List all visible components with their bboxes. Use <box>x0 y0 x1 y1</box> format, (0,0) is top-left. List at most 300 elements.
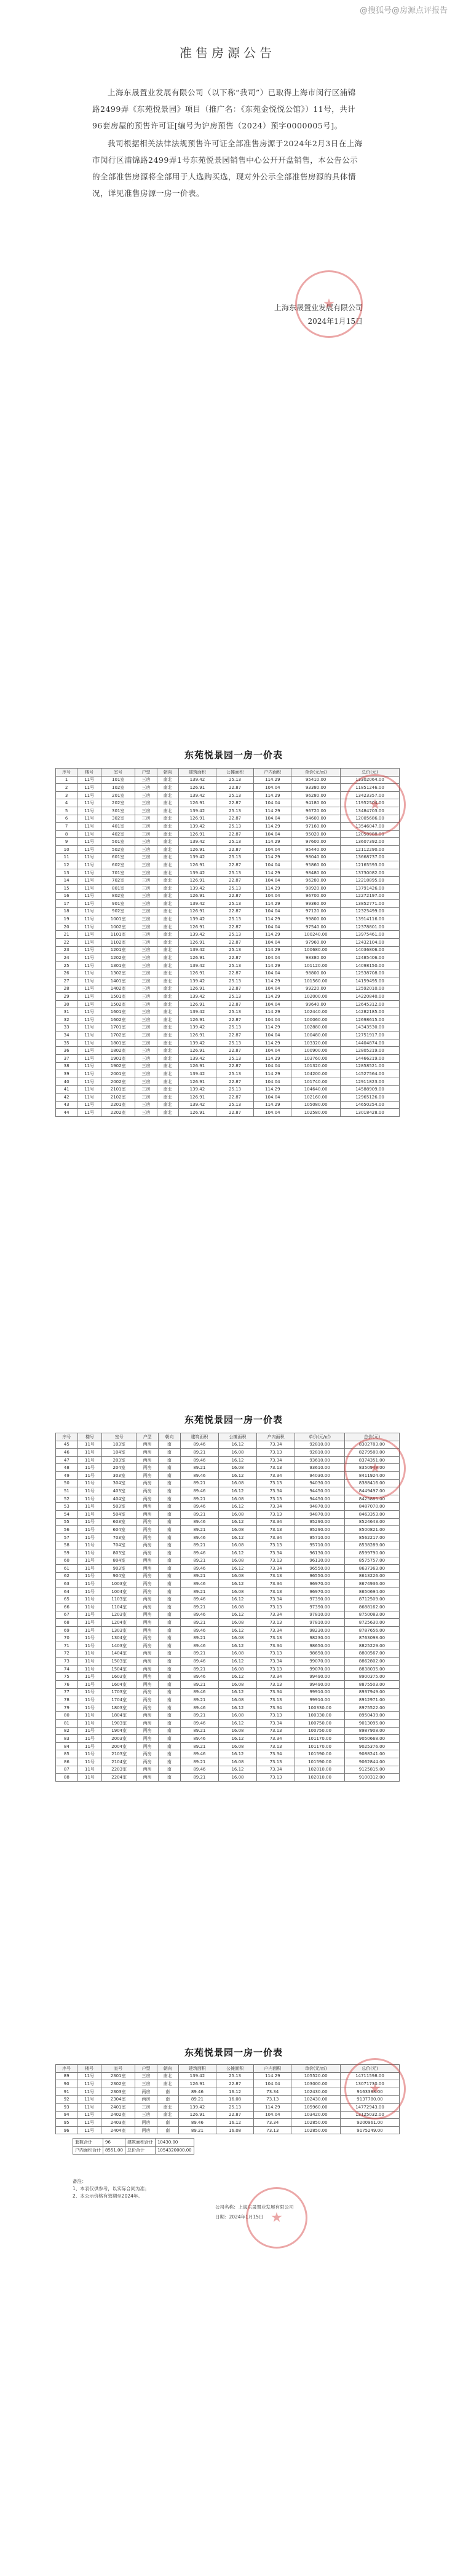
table-cell: 22.87 <box>216 1032 254 1039</box>
table-cell: 13668737.00 <box>340 853 399 861</box>
table-cell: 两房 <box>136 1510 159 1518</box>
table-cell: 99490.00 <box>295 1673 345 1681</box>
table-cell: 三房 <box>135 791 157 799</box>
table-cell: 102440.00 <box>291 1008 340 1016</box>
table-cell: 89.21 <box>180 1557 218 1565</box>
table-cell: 1704室 <box>102 1696 136 1704</box>
totals-cell: 96 <box>103 2139 125 2147</box>
table-cell: 13125032.00 <box>340 2111 399 2119</box>
table-cell: 139.42 <box>178 1008 216 1016</box>
table-cell: 22.87 <box>216 1109 254 1117</box>
table-cell: 南北 <box>157 915 178 923</box>
table-cell: 1001室 <box>101 915 135 923</box>
table-cell: 南 <box>159 1510 181 1518</box>
table-cell: 14 <box>56 877 77 885</box>
table-cell: 89.46 <box>180 1471 218 1479</box>
table-cell: 12218895.00 <box>340 877 399 885</box>
column-header: 室号 <box>101 2065 135 2073</box>
table-cell: 78 <box>56 1696 78 1704</box>
table-cell: 11号 <box>77 931 101 939</box>
table-cell: 139.42 <box>178 2103 216 2111</box>
table-cell: 11号 <box>77 2096 101 2104</box>
table-cell: 12325499.00 <box>340 907 399 915</box>
table-cell: 三房 <box>135 923 157 931</box>
table-cell: 301室 <box>101 807 135 815</box>
table-cell: 89.21 <box>180 1587 218 1595</box>
table-cell: 三房 <box>135 1016 157 1024</box>
table-cell: 39 <box>56 1070 77 1078</box>
table-cell: 1602室 <box>101 1016 135 1024</box>
table-cell: 南 <box>159 1471 181 1479</box>
table-cell: 49 <box>56 1471 78 1479</box>
table-cell: 98230.00 <box>295 1634 345 1642</box>
table-cell: 89.46 <box>180 1735 218 1743</box>
table-cell: 139.42 <box>178 1039 216 1047</box>
table-cell: 22.87 <box>216 2111 254 2119</box>
table-cell: 102580.00 <box>291 1109 340 1117</box>
table-cell: 9050668.00 <box>344 1735 399 1743</box>
table-cell: 1402室 <box>101 985 135 993</box>
table-cell: 126.91 <box>178 1109 216 1117</box>
table-cell: 1803室 <box>102 1704 136 1712</box>
table-cell: 96700.00 <box>291 892 340 900</box>
table-cell: 404室 <box>102 1495 136 1503</box>
table-cell: 南 <box>159 1464 181 1472</box>
table-cell: 139.42 <box>178 776 216 784</box>
table-cell: 114.29 <box>254 1008 291 1016</box>
table-cell: 2103室 <box>102 1750 136 1758</box>
table-cell: 22.87 <box>216 2080 254 2088</box>
table-cell: 11号 <box>77 1070 101 1078</box>
table-cell: 33 <box>56 1024 77 1032</box>
table-cell: 南 <box>159 1704 181 1712</box>
table-cell: 两房 <box>136 1673 159 1681</box>
table-cell: 72 <box>56 1650 78 1658</box>
table-cell: 70 <box>56 1634 78 1642</box>
table-cell: 99800.00 <box>291 915 340 923</box>
table-cell: 16.08 <box>218 1742 256 1750</box>
table-cell: 1404室 <box>102 1650 136 1658</box>
table-cell: 两房 <box>136 1541 159 1549</box>
table-cell: 两房 <box>136 1774 159 1782</box>
table-cell: 139.42 <box>178 946 216 954</box>
table-cell: 8838035.00 <box>344 1665 399 1673</box>
table-cell: 三房 <box>135 799 157 807</box>
table-cell: 12272197.00 <box>340 892 399 900</box>
table-cell: 8688162.00 <box>344 1603 399 1611</box>
table-cell: 两房 <box>136 1735 159 1743</box>
table-cell: 104.04 <box>254 877 291 885</box>
table-cell: 1304室 <box>102 1634 136 1642</box>
table-cell: 16.08 <box>218 1665 256 1673</box>
table-row <box>56 1774 400 1782</box>
table-cell: 114.29 <box>254 961 291 969</box>
table-cell: 22.87 <box>216 985 254 993</box>
table-cell: 101120.00 <box>291 961 340 969</box>
table-cell: 南 <box>157 2126 178 2134</box>
table-row <box>56 954 400 962</box>
table-row <box>56 1557 400 1565</box>
table-cell: 24 <box>56 954 77 962</box>
table-cell: 94180.00 <box>291 799 340 807</box>
table-cell: 三房 <box>135 1086 157 1094</box>
table-cell: 126.91 <box>178 830 216 838</box>
table-cell: 1302室 <box>101 969 135 977</box>
table-cell: 三房 <box>135 1047 157 1055</box>
table-cell: 8875503.00 <box>344 1681 399 1689</box>
table-cell: 南 <box>159 1572 181 1580</box>
table-cell: 南北 <box>157 993 178 1001</box>
table-cell: 13730082.00 <box>340 869 399 877</box>
table-cell: 南 <box>159 1619 181 1627</box>
table-cell: 89.21 <box>180 1464 218 1472</box>
table-cell: 25.13 <box>216 1039 254 1047</box>
table-cell: 16.08 <box>216 2126 254 2134</box>
table-cell: 11号 <box>77 1526 101 1534</box>
table-cell: 73.34 <box>257 1487 295 1495</box>
table-cell: 南 <box>159 1719 181 1727</box>
table-cell: 126.91 <box>178 954 216 962</box>
table-cell: 62 <box>56 1572 78 1580</box>
table-cell: 9137780.00 <box>340 2096 399 2104</box>
table-cell: 102010.00 <box>295 1766 345 1774</box>
table-cell: 303室 <box>102 1471 136 1479</box>
table-cell: 96130.00 <box>295 1549 345 1557</box>
table-cell: 南北 <box>157 1109 178 1117</box>
table-cell: 101170.00 <box>295 1742 345 1750</box>
table-cell: 1204室 <box>102 1619 136 1627</box>
table-cell: 25.13 <box>216 791 254 799</box>
table-cell: 1601室 <box>101 1008 135 1016</box>
table-cell: 25.13 <box>216 1024 254 1032</box>
table-cell: 92810.00 <box>295 1449 345 1457</box>
table-cell: 101560.00 <box>291 977 340 985</box>
table-cell: 25.13 <box>216 1008 254 1016</box>
table-cell: 89.46 <box>180 1487 218 1495</box>
table-cell: 203室 <box>102 1456 136 1464</box>
notice-paragraph-2: 我司根据相关法律法规预售许可证全部准售房源于2024年2月3日在上海市闵行区浦锦路2499弄1号东苑悦景园销售中心公开开盘销售，本公告公示的全部准售房源将全部用于人选购买选，现对外公示全部准售房源的具体情况，详见准售房源一房一价表。 <box>92 139 363 198</box>
table-cell: 73.13 <box>257 1572 295 1580</box>
table-cell: 8388416.00 <box>344 1479 399 1487</box>
table-cell: 11号 <box>77 1595 101 1603</box>
table-cell: 16.08 <box>218 1557 256 1565</box>
table-cell: 94030.00 <box>295 1471 345 1479</box>
table-cell: 25.13 <box>216 869 254 877</box>
table-cell: 89.46 <box>180 1611 218 1619</box>
table-row <box>56 1650 400 1658</box>
table-cell: 41 <box>56 1086 77 1094</box>
table-cell: 1202室 <box>101 954 135 962</box>
table-cell: 12538708.00 <box>340 969 399 977</box>
table-cell: 73.13 <box>257 1449 295 1457</box>
table-cell: 南北 <box>157 2080 178 2088</box>
table-cell: 126.91 <box>178 1000 216 1008</box>
table-cell: 三房 <box>135 1008 157 1016</box>
table-cell: 139.42 <box>178 869 216 877</box>
table-cell: 89.21 <box>180 1758 218 1766</box>
totals-cell: 户内面积合计 <box>73 2147 103 2155</box>
table-cell: 11号 <box>77 1533 101 1541</box>
table-cell: 99220.00 <box>291 985 340 993</box>
table-cell: 126.91 <box>178 1047 216 1055</box>
table-cell: 25.13 <box>216 915 254 923</box>
table-cell: 23 <box>56 946 77 954</box>
table-cell: 126.91 <box>178 2111 216 2119</box>
totals-cell: 建筑面积合计 <box>125 2139 155 2147</box>
table-cell: 16.08 <box>218 1603 256 1611</box>
table-cell: 两房 <box>135 2119 157 2127</box>
table-cell: 89.21 <box>180 1681 218 1689</box>
table-row <box>56 946 400 954</box>
table-cell: 89.21 <box>178 2126 216 2134</box>
table-cell: 101740.00 <box>291 1078 340 1086</box>
table-cell: 1503室 <box>102 1658 136 1666</box>
table-cell: 73.13 <box>257 1619 295 1627</box>
table-cell: 12645312.00 <box>340 1000 399 1008</box>
table-cell: 97160.00 <box>291 823 340 831</box>
table-cell: 14220840.00 <box>340 993 399 1001</box>
table-cell: 126.91 <box>178 923 216 931</box>
table-row <box>56 1665 400 1673</box>
table-cell: 8500821.00 <box>344 1526 399 1534</box>
table-cell: 95440.00 <box>291 845 340 853</box>
table-cell: 114.29 <box>254 1039 291 1047</box>
table-row <box>56 2103 400 2111</box>
sheet-3-title: 东苑悦景园一房一价表 <box>184 2047 283 2058</box>
table-cell: 14282185.00 <box>340 1008 399 1016</box>
table-cell: 三房 <box>135 845 157 853</box>
table-cell: 114.29 <box>254 884 291 892</box>
table-cell: 25.13 <box>216 1070 254 1078</box>
table-cell: 两房 <box>136 1449 159 1457</box>
table-cell: 104.04 <box>254 1078 291 1086</box>
table-cell: 1403室 <box>102 1642 136 1650</box>
table-cell: 16.08 <box>218 1634 256 1642</box>
table-cell: 25.13 <box>216 1054 254 1062</box>
table-cell: 两房 <box>136 1642 159 1650</box>
table-row <box>56 1742 400 1750</box>
table-cell: 16.12 <box>218 1456 256 1464</box>
table-cell: 89.46 <box>180 1533 218 1541</box>
table-cell: 102000.00 <box>291 993 340 1001</box>
table-cell: 103760.00 <box>291 1054 340 1062</box>
table-cell: 1504室 <box>102 1665 136 1673</box>
table-cell: 22.87 <box>216 799 254 807</box>
table-cell: 11号 <box>77 915 101 923</box>
table-cell: 南 <box>159 1456 181 1464</box>
table-cell: 89.46 <box>180 1595 218 1603</box>
table-cell: 22.87 <box>216 969 254 977</box>
table-cell: 11号 <box>77 939 101 947</box>
table-cell: 101320.00 <box>291 1062 340 1070</box>
table-cell: 22.87 <box>216 892 254 900</box>
table-cell: 11号 <box>77 907 101 915</box>
table-cell: 14036806.00 <box>340 946 399 954</box>
table-cell: 46 <box>56 1449 78 1457</box>
table-row <box>56 1766 400 1774</box>
table-cell: 16.12 <box>218 1688 256 1696</box>
notice-company: 上海东晟置业发展有限公司 <box>274 303 363 312</box>
table-cell: 63 <box>56 1580 78 1588</box>
table-cell: 16.08 <box>218 1758 256 1766</box>
table-cell: 104.04 <box>254 923 291 931</box>
table-cell: 11号 <box>77 1008 101 1016</box>
table-cell: 102880.00 <box>291 1024 340 1032</box>
table-cell: 114.29 <box>254 1024 291 1032</box>
table-cell: 73.34 <box>257 1719 295 1727</box>
table-cell: 69 <box>56 1626 78 1634</box>
table-cell: 1401室 <box>101 977 135 985</box>
totals-row <box>73 2147 194 2155</box>
table-cell: 11号 <box>77 807 101 815</box>
table-row <box>56 931 400 939</box>
table-cell: 11号 <box>77 1078 101 1086</box>
table-cell: 100480.00 <box>291 1032 340 1039</box>
table-cell: 16.12 <box>218 1565 256 1573</box>
table-cell: 8750083.00 <box>344 1611 399 1619</box>
table-cell: 南北 <box>157 1054 178 1062</box>
table-cell: 17 <box>56 900 77 908</box>
table-cell: 54 <box>56 1510 78 1518</box>
table-cell: 南 <box>159 1750 181 1758</box>
table-cell: 南 <box>159 1626 181 1634</box>
table-cell: 11 <box>56 853 77 861</box>
table-cell: 12858521.00 <box>340 1062 399 1070</box>
table-cell: 8912971.00 <box>344 1696 399 1704</box>
table-cell: 89.46 <box>178 2119 216 2127</box>
table-cell: 1702室 <box>101 1032 135 1039</box>
table-cell: 36 <box>56 1047 77 1055</box>
table-cell: 139.42 <box>178 2072 216 2080</box>
table-cell: 16.12 <box>216 2088 254 2096</box>
table-cell: 89.46 <box>180 1503 218 1511</box>
table-cell: 11号 <box>77 1093 101 1101</box>
column-header: 序号 <box>56 769 77 777</box>
table-cell: 9 <box>56 838 77 846</box>
table-cell: 南北 <box>157 830 178 838</box>
table-cell: 104.04 <box>254 799 291 807</box>
table-cell: 12965126.00 <box>340 1093 399 1101</box>
table-cell: 73.13 <box>257 1650 295 1658</box>
table-cell: 73.13 <box>257 1464 295 1472</box>
table-cell: 82 <box>56 1727 78 1735</box>
table-cell: 903室 <box>102 1565 136 1573</box>
table-cell: 11号 <box>77 1735 101 1743</box>
table-cell: 8487070.00 <box>344 1503 399 1511</box>
table-cell: 南北 <box>157 784 178 792</box>
table-cell: 901室 <box>101 900 135 908</box>
table-cell: 126.91 <box>178 1078 216 1086</box>
table-cell: 25.13 <box>216 977 254 985</box>
table-cell: 11号 <box>77 1611 101 1619</box>
table-row <box>56 1518 400 1526</box>
table-cell: 96720.00 <box>291 807 340 815</box>
table-cell: 4 <box>56 799 77 807</box>
table-cell: 139.42 <box>178 977 216 985</box>
table-cell: 126.91 <box>178 799 216 807</box>
table-cell: 97540.00 <box>291 923 340 931</box>
table-cell: 22.87 <box>216 877 254 885</box>
table-cell: 南北 <box>157 1070 178 1078</box>
table-cell: 73.13 <box>257 1603 295 1611</box>
table-cell: 73.13 <box>257 1696 295 1704</box>
table-cell: 11号 <box>77 799 101 807</box>
table-cell: 73.34 <box>254 2119 291 2127</box>
table-cell: 89.46 <box>180 1642 218 1650</box>
table-cell: 两房 <box>136 1626 159 1634</box>
table-cell: 13302064.00 <box>340 776 399 784</box>
table-row <box>56 1696 400 1704</box>
table-cell: 8937949.00 <box>344 1688 399 1696</box>
table-cell: 三房 <box>135 838 157 846</box>
table-cell: 16.12 <box>218 1750 256 1758</box>
table-cell: 104.04 <box>254 1062 291 1070</box>
table-cell: 104.04 <box>254 1032 291 1039</box>
table-cell: 201室 <box>101 791 135 799</box>
table-cell: 南 <box>159 1696 181 1704</box>
table-cell: 11号 <box>77 1024 101 1032</box>
table-cell: 两房 <box>136 1464 159 1472</box>
table-cell: 56 <box>56 1526 78 1534</box>
table-cell: 102430.00 <box>291 2096 340 2104</box>
table-row <box>56 1008 400 1016</box>
table-row <box>56 1101 400 1109</box>
table-row <box>56 1109 400 1117</box>
table-cell: 13423357.00 <box>340 791 399 799</box>
table-cell: 98650.00 <box>295 1642 345 1650</box>
table-cell: 2303室 <box>101 2088 135 2096</box>
table-cell: 73.34 <box>257 1456 295 1464</box>
table-cell: 11号 <box>77 1000 101 1008</box>
table-cell: 12112290.00 <box>340 845 399 853</box>
table-cell: 401室 <box>101 823 135 831</box>
column-header: 户型 <box>135 769 157 777</box>
table-cell: 南北 <box>157 969 178 977</box>
table-cell: 三房 <box>135 1062 157 1070</box>
notes-block <box>73 2178 149 2200</box>
table-cell: 22.87 <box>216 1078 254 1086</box>
table-cell: 100680.00 <box>291 946 340 954</box>
table-cell: 南北 <box>157 1008 178 1016</box>
table-cell: 南北 <box>157 900 178 908</box>
table-cell: 1104室 <box>102 1603 136 1611</box>
table-cell: 11号 <box>77 923 101 931</box>
table-row <box>56 1704 400 1712</box>
table-cell: 16.12 <box>218 1533 256 1541</box>
table-cell: 126.91 <box>178 892 216 900</box>
table-cell: 南北 <box>157 799 178 807</box>
table-cell: 南 <box>159 1541 181 1549</box>
table-cell: 2001室 <box>101 1070 135 1078</box>
table-cell: 126.91 <box>178 907 216 915</box>
table-cell: 139.42 <box>178 791 216 799</box>
table-row <box>56 830 400 838</box>
table-cell: 22.87 <box>216 923 254 931</box>
table-cell: 南 <box>159 1518 181 1526</box>
totals-cell: 套数合计 <box>73 2139 103 2147</box>
table-cell: 南 <box>159 1526 181 1534</box>
table-cell: 11952504.00 <box>340 799 399 807</box>
table-cell: 两房 <box>136 1565 159 1573</box>
table-cell: 南 <box>159 1533 181 1541</box>
table-cell: 11号 <box>77 1054 101 1062</box>
table-cell: 2004室 <box>102 1742 136 1750</box>
column-header: 户内面积 <box>254 769 291 777</box>
table-cell: 12005686.00 <box>340 815 399 823</box>
table-cell: 两房 <box>136 1495 159 1503</box>
table-row <box>56 1000 400 1008</box>
table-cell: 73.13 <box>257 1526 295 1534</box>
